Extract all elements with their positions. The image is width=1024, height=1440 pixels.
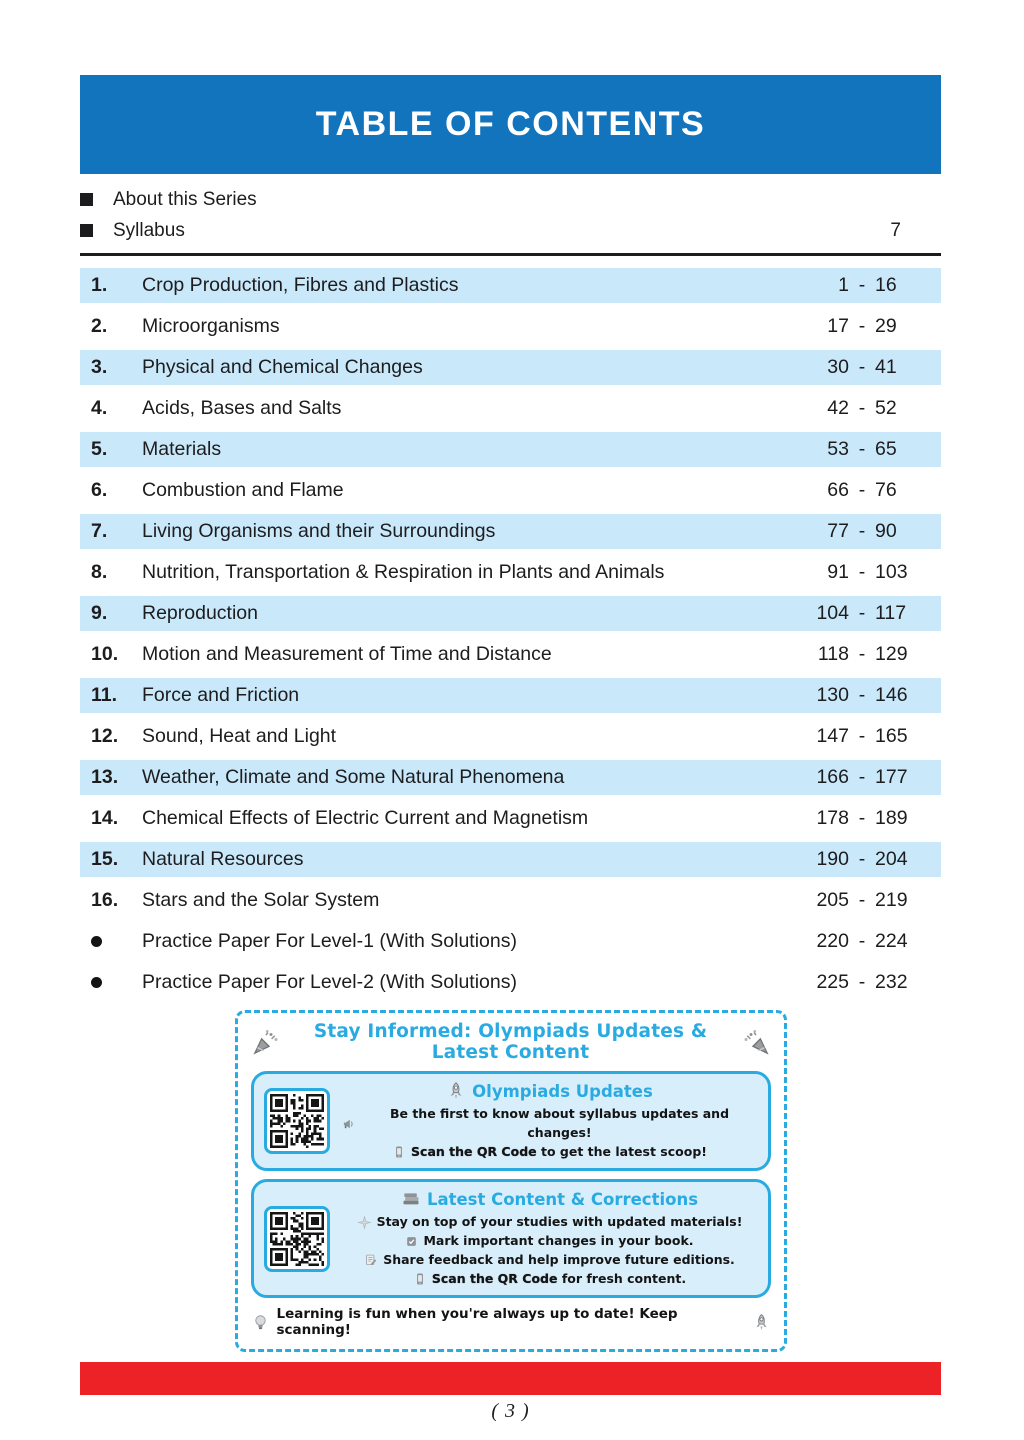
round-bullet-icon [80,936,142,947]
chapter-number: 12. [91,725,119,747]
chapter-number: 13. [91,766,119,788]
page-end: 177 [875,766,908,788]
toc-row [80,883,941,918]
latest-content-card [251,1179,771,1298]
card-body [342,1081,758,1161]
page-dash: - [858,561,866,583]
chapter-pages [799,889,925,912]
chapter-title: Reproduction [142,602,258,624]
page-start: 66 [827,479,849,501]
promo-footer [251,1306,771,1338]
round-bullet-icon [80,977,142,988]
page-start: 118 [817,643,849,665]
chapter-number: 14. [91,807,119,829]
chapter-number: 9. [91,602,108,624]
page-number: ( 3 ) [491,1400,530,1423]
practice-paper-row [80,924,941,959]
chapter-number: 10. [91,643,119,665]
page-end: 146 [875,684,908,706]
chapter-title: Materials [142,438,222,460]
olympiads-updates-card [251,1071,771,1171]
stay-informed-box [235,1010,787,1352]
chapter-number: 3. [91,356,108,378]
page-end: 52 [875,397,897,419]
page-end: 76 [875,479,897,501]
toc-row [80,555,941,590]
toc-row [80,678,941,713]
chapter-number: 11. [91,684,118,706]
page-start: 166 [816,766,849,788]
page-end: 65 [875,438,897,460]
chapter-title: Chemical Effects of Electric Current and Magnetism [142,807,589,829]
card-body [342,1189,758,1288]
card-heading [401,1189,698,1209]
divider [80,253,941,256]
front-item-page: 7 [890,219,901,241]
toc-row [80,637,941,672]
chapter-pages [799,520,925,543]
page-dash: - [858,766,866,788]
chapter-number: 2. [91,315,108,337]
checkbox-icon [405,1235,418,1248]
page-start: 225 [816,971,849,993]
card-line: Stay on top of your studies with updated materials! [342,1213,758,1232]
page-dash: - [858,315,866,337]
front-item-label: Syllabus [113,219,185,241]
rocket-icon [446,1081,466,1101]
page-dash: - [858,807,866,829]
memo-icon [364,1253,378,1267]
page-dash: - [858,397,866,419]
page-start: 190 [816,848,849,870]
page-start: 205 [816,889,849,911]
front-item-syllabus [80,215,941,246]
chapter-pages [799,479,925,502]
page-dash: - [858,520,866,542]
page-end: 224 [875,930,908,952]
toc-row [80,473,941,508]
toc-row [80,719,941,754]
card-line: Share feedback and help improve future editions. [342,1251,758,1270]
page-end: 16 [875,274,897,296]
page-end: 129 [875,643,908,665]
practice-paper-title: Practice Paper For Level-1 (With Solutions) [142,930,517,952]
light-bulb-icon [251,1313,270,1332]
toc-row [80,432,941,467]
page-start: 17 [827,315,849,337]
toc-rows [80,268,941,1000]
card-line: Be the first to know about syllabus updates and changes! [342,1105,758,1143]
phone-scan-icon [392,1145,406,1159]
card-line: Mark important changes in your book. [342,1232,758,1251]
chapter-title: Living Organisms and their Surroundings [142,520,496,542]
footer-red-bar [80,1362,941,1395]
page-end: 219 [875,889,908,911]
card-line: Scan the QR Code to get the latest scoop! [342,1143,758,1162]
chapter-title: Sound, Heat and Light [142,725,337,747]
toc-row [80,596,941,631]
front-matter-list [80,184,941,246]
page-end: 41 [875,356,897,378]
card-heading-label: Latest Content & Corrections [426,1189,699,1209]
chapter-number: 16. [91,889,119,911]
promo-footer-text: Learning is fun when you're always up to date! Keep scanning! [276,1306,678,1339]
page-start: 42 [827,397,849,419]
page-end: 90 [875,520,897,542]
toc-row [80,268,941,303]
chapter-pages [799,971,925,994]
toc-row [80,760,941,795]
toc-row [80,391,941,426]
toc-row [80,350,941,385]
chapter-pages [799,438,925,461]
front-item-label: About this Series [113,188,257,210]
chapter-title: Combustion and Flame [142,479,344,501]
chapter-pages [799,766,925,789]
page-dash: - [858,643,866,665]
practice-paper-row [80,965,941,1000]
chapter-title: Stars and the Solar System [142,889,380,911]
chapter-number: 1. [91,274,108,296]
chapter-pages [799,274,925,297]
page-start: 30 [827,356,849,378]
page-end: 117 [875,602,907,624]
chapter-pages [799,561,925,584]
chapter-title: Natural Resources [142,848,304,870]
page-start: 77 [827,520,849,542]
page-dash: - [858,971,866,993]
page-dash: - [858,274,866,296]
phone-scan-icon [413,1272,427,1286]
page-start: 1 [838,274,849,296]
page-start: 130 [816,684,849,706]
sparkle-icon [357,1215,372,1230]
chapter-pages [799,643,925,666]
chapter-pages [799,602,925,625]
party-popper-icon [741,1027,771,1057]
chapter-pages [799,848,925,871]
promo-title-row [251,1021,771,1063]
chapter-pages [799,315,925,338]
chapter-number: 8. [91,561,108,583]
chapter-number: 7. [91,520,108,542]
party-popper-icon [251,1027,281,1057]
square-bullet-icon [80,224,93,237]
page-dash: - [858,725,866,747]
chapter-pages [799,725,925,748]
page-start: 104 [816,602,849,624]
chapter-pages [799,807,925,830]
chapter-number: 15. [91,848,119,870]
chapter-title: Crop Production, Fibres and Plastics [142,274,459,296]
promo-title: Stay Informed: Olympiads Updates & Latest Content [313,1021,708,1063]
front-item-about [80,184,941,215]
chapter-title: Motion and Measurement of Time and Distance [142,643,552,665]
chapter-number: 6. [91,479,108,501]
chapter-pages [799,684,925,707]
page-dash: - [858,356,866,378]
page-dash: - [858,930,866,952]
card-heading [446,1081,653,1101]
card-line: Scan the QR Code for fresh content. [342,1270,758,1289]
megaphone-icon [342,1116,357,1131]
toc-row [80,309,941,344]
chapter-pages [799,930,925,953]
page-start: 220 [816,930,849,952]
page-end: 232 [875,971,908,993]
page-end: 204 [875,848,908,870]
square-bullet-icon [80,193,93,206]
books-icon [401,1189,421,1209]
page-start: 147 [816,725,849,747]
practice-paper-title: Practice Paper For Level-2 (With Solutions) [142,971,517,993]
chapter-title: Nutrition, Transportation & Respiration in Plants and Animals [142,561,665,583]
chapter-pages [799,356,925,379]
page-end: 189 [875,807,908,829]
page-start: 53 [827,438,849,460]
toc-row [80,842,941,877]
page-dash: - [858,889,866,911]
page-dash: - [858,438,866,460]
page-dash: - [858,848,866,870]
chapter-pages [799,397,925,420]
page-dash: - [858,479,866,501]
page-end: 103 [875,561,908,583]
page-end: 165 [875,725,908,747]
qr-code [264,1206,330,1272]
page-title: TABLE OF CONTENTS [315,105,706,143]
toc-header-band [80,75,941,174]
toc-row [80,801,941,836]
chapter-title: Acids, Bases and Salts [142,397,342,419]
page-start: 178 [816,807,849,829]
toc-row [80,514,941,549]
page-start: 91 [827,561,849,583]
rocket-icon [752,1313,771,1332]
card-heading-label: Olympiads Updates [472,1081,653,1101]
page-end: 29 [875,315,897,337]
chapter-title: Physical and Chemical Changes [142,356,423,378]
qr-code [264,1088,330,1154]
chapter-title: Microorganisms [142,315,280,337]
chapter-number: 4. [91,397,108,419]
chapter-title: Force and Friction [142,684,300,706]
page-content [80,75,941,1423]
chapter-title: Weather, Climate and Some Natural Phenomena [142,766,565,788]
chapter-number: 5. [91,438,108,460]
page-dash: - [858,684,866,706]
page-dash: - [858,602,866,624]
